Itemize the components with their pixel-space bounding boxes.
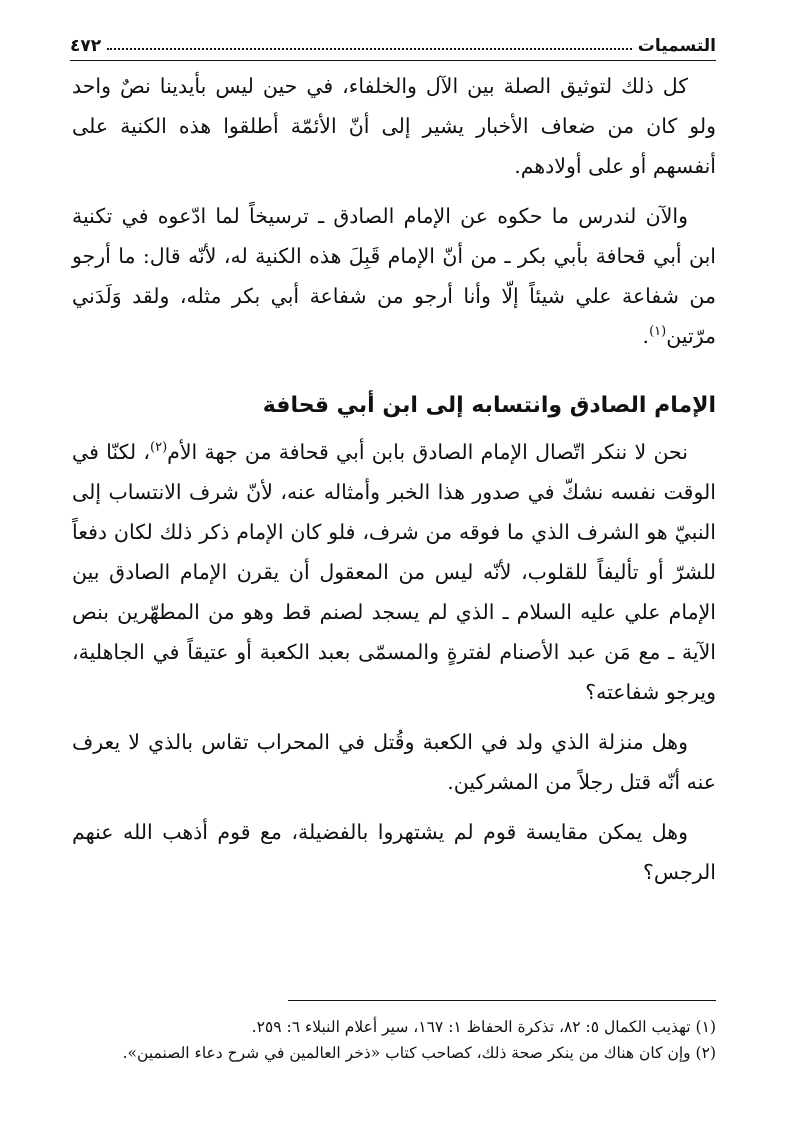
- footnote-separator: [288, 1000, 716, 1001]
- paragraph-1: كل ذلك لتوثيق الصلة بين الآل والخلفاء، في حين ليس بأيدينا نصٌ واحد ولو كان من ضعاف الأخبار يشير إلى أنّ الأئمّة أطلقوا هذه الكنية على أنفسهم أو على أولادهم.: [72, 74, 716, 178]
- footnotes: [72, 1014, 716, 1066]
- paragraph-3-rest: ، لكنّا في الوقت نفسه نشكّ في صدور هذا الخبر وأمثاله عنه، لأنّ شرف الانتساب إلى النبيّ هو الشرف الذي ما فوقه من شرف، فلو كان الإمام ذكر ذلك لكان دفعاً للشرّ أو تأليفاً للقلوب، لأنّه ليس من المعقول أن يقرن الإمام الصادق بين الإمام علي عليه السلام ـ الذي لم يسجد لصنم قط وهو من المطهّرين بنص الآية ـ مع مَن عبد الأصنام لفترةٍ والمسمّى بعبد الكعبة أو عتيقاً في الجاهلية، ويرجو شفاعته؟: [72, 440, 716, 704]
- paragraph-4: وهل منزلة الذي ولد في الكعبة وقُتل في المحراب تقاس بالذي لا يعرف عنه أنّه قتل رجلاً من المشركين.: [72, 730, 716, 794]
- main-text: [72, 66, 716, 902]
- paragraph-2-period: .: [642, 324, 650, 348]
- footnote-ref-2: (٢): [150, 440, 168, 456]
- paragraph-5: وهل يمكن مقايسة قوم لم يشتهروا بالفضيلة، مع قوم أذهب الله عنهم الرجس؟: [72, 820, 716, 884]
- paragraph-3-start: نحن لا ننكر اتّصال الإمام الصادق بابن أبي قحافة من جهة الأم: [167, 440, 688, 464]
- dotted-leader: [107, 48, 632, 50]
- footnote-2: (٢) وإن كان هناك من ينكر صحة ذلك، كصاحب كتاب «ذخر العالمين في شرح دعاء الصنمين».: [122, 1044, 716, 1062]
- footnote-1: (١) تهذيب الكمال ٥: ٨٢، تذكرة الحفاظ ١: ١٦٧، سير أعلام النبلاء ٦: ٢٥٩.: [251, 1018, 716, 1036]
- footnote-ref-1: (١): [649, 324, 667, 340]
- running-header: [70, 28, 716, 56]
- section-heading: الإمام الصادق وانتسابه إلى ابن أبي قحافة: [262, 393, 716, 418]
- header-rule: [70, 60, 716, 61]
- paragraph-2-text: والآن لندرس ما حكوه عن الإمام الصادق ـ ترسيخاً لما ادّعوه في تكنية ابن أبي قحافة بأبي بكر ـ من أنّ الإمام قَبِلَ هذه الكنية له، لأنّه قال: ما أرجو من شفاعة علي شيئاً إلّا وأنا أرجو من شفاعة أبي بكر مثله، ولقد وَلَدَني مرّتين: [72, 204, 716, 348]
- paragraph-3: [72, 432, 716, 712]
- running-title: التسميات: [637, 36, 716, 56]
- page-number: ٤٧٢: [70, 36, 102, 56]
- paragraph-2: [72, 196, 716, 356]
